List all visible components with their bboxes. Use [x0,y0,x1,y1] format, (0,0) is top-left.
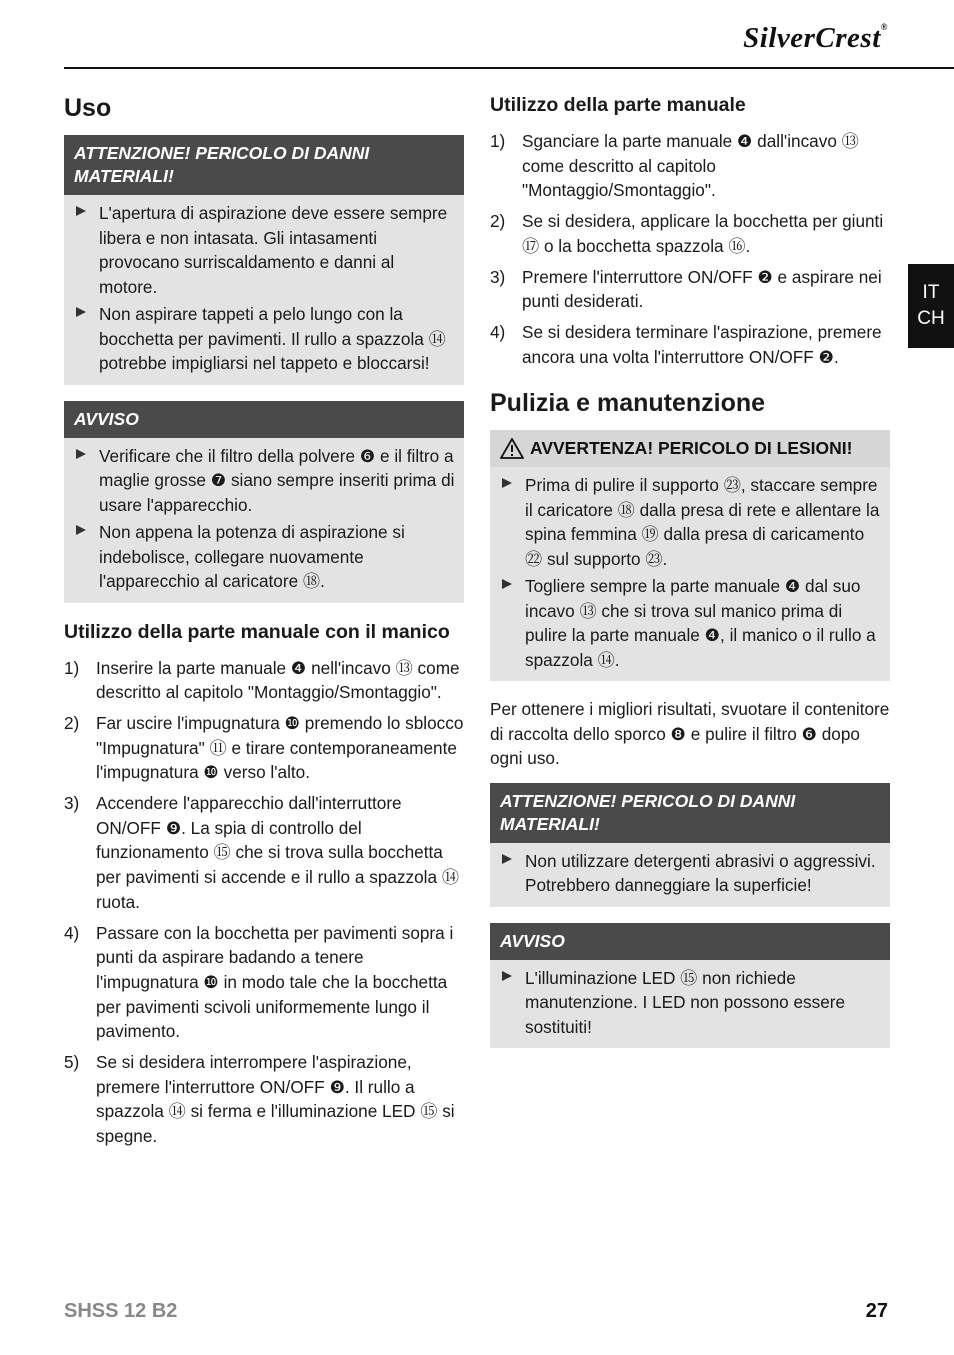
step-list [64,656,464,1149]
step-item: 1) Inserire la parte manuale ❹ nell'incavo ⑬ come descritto al capitolo "Montaggio/Smontaggio". [64,657,460,703]
page-number: 27 [865,1300,888,1322]
step-list [490,129,890,369]
left-column [64,88,464,1159]
bullet-arrow-icon [76,525,86,535]
warning-box-injury [490,430,890,681]
notice-box-avviso [64,401,464,603]
step-item: 4) Passare con la bocchetta per pavimenti sopra i punti da aspirare badando a tenere l'impugnatura ❿ in modo tale che la bocchetta per pavimenti scivoli uniformemente lungo il pavimento. [64,922,454,1042]
language-tab-it: IT [922,282,940,303]
notice-header: AVVISO [490,923,890,960]
bullet-arrow-icon [502,579,512,589]
section-heading: Pulizia e manutenzione [490,389,766,418]
bullet-item: Togliere sempre la parte manuale ❹ dal suo incavo ⑬ che si trova sul manico prima di pulire la parte manuale ❹, il manico o il rullo a spazzola ⑭. [500,574,882,672]
page-title: Uso [64,94,112,122]
bullet-item: Non aspirare tappeti a pelo lungo con la bocchetta per pavimenti. Il rullo a spazzola ⑭ potrebbe impigliarsi nel tappeto e bloccarsi! [74,302,456,376]
section-title: Utilizzo della parte manuale [490,94,746,116]
bullet-arrow-icon [76,206,86,216]
notice-header: AVVISO [64,401,464,438]
section-title: Utilizzo della parte manuale con il manico [64,620,450,643]
header-rule [64,67,954,69]
bullet-item: L'illuminazione LED ⑮ non richiede manutenzione. I LED non possono essere sostituiti! [500,966,882,1040]
brand-logo: SilverCrest® [743,22,888,54]
bullet-item: Non appena la potenza di aspirazione si indebolisce, collegare nuovamente l'apparecchio al caricatore ⑱. [74,520,456,594]
notice-header: ATTENZIONE! PERICOLO DI DANNI MATERIALI! [490,783,890,843]
bullet-arrow-icon [502,478,512,488]
language-tab-ch: CH [917,308,945,329]
warning-header: AVVERTENZA! PERICOLO DI LESIONI! [490,430,890,467]
notice-box-damage [64,135,464,385]
bullet-item: Verificare che il filtro della polvere ❻ e il filtro a maglie grosse ❼ siano sempre inseriti prima di usare l'apparecchio. [74,444,456,518]
step-item: 5) Se si desidera interrompere l'aspirazione, premere l'interruttore ON/OFF ❾. Il rullo a spazzola ⑭ si ferma e l'illuminazione LED ⑮ si spegne. [64,1052,455,1147]
notice-box-avviso [490,923,890,1049]
step-item: 2) Far uscire l'impugnatura ❿ premendo lo sblocco "Impugnatura" ⑪ e tirare contemporaneamente l'impugnatura ❿ verso l'alto. [64,712,464,783]
footer-model: SHSS 12 B2 [64,1300,178,1322]
bullet-item: Non utilizzare detergenti abrasivi o aggressivi. Potrebbero danneggiare la superficie! [500,849,882,898]
bullet-item: Prima di pulire il supporto ㉓, staccare sempre il caricatore ⑱ dalla presa di rete e allentare la spina femmina ⑲ dalla presa di caricamento ㉒ sul supporto ㉓. [500,473,882,571]
step-item: 2) Se si desidera, applicare la bocchetta per giunti ⑰ o la bocchetta spazzola ⑯. [490,211,884,256]
warning-triangle-icon [500,438,524,459]
language-tab [908,264,954,348]
bullet-arrow-icon [502,971,512,981]
notice-header: ATTENZIONE! PERICOLO DI DANNI MATERIALI! [64,135,464,195]
right-column [490,92,890,1064]
step-item: 4) Se si desidera terminare l'aspirazione, premere ancora una volta l'interruttore ON/OFF ❷. [490,321,882,367]
bullet-item: L'apertura di aspirazione deve essere sempre libera e non intasata. Gli intasamenti provocano surriscaldamento e danni al motore. [74,201,456,299]
notice-box-damage [490,783,890,907]
bullet-arrow-icon [502,854,512,864]
cleaning-paragraph: Per ottenere i migliori risultati, svuotare il contenitore di raccolta dello sporco ❽ e pulire il filtro ❻ dopo ogni uso. [490,699,890,769]
step-item: 1) Sganciare la parte manuale ❹ dall'incavo ⑬ come descritto al capitolo "Montaggio/Smontaggio". [490,131,859,201]
step-item: 3) Accendere l'apparecchio dall'interruttore ON/OFF ❾. La spia di controllo del funzionamento ⑮ che si trova sulla bocchetta per pavimenti si accende e il rullo a spazzola ⑭ ruota. [64,793,460,912]
bullet-arrow-icon [76,307,86,317]
step-item: 3) Premere l'interruttore ON/OFF ❷ e aspirare nei punti desiderati. [490,266,882,312]
bullet-arrow-icon [76,449,86,459]
